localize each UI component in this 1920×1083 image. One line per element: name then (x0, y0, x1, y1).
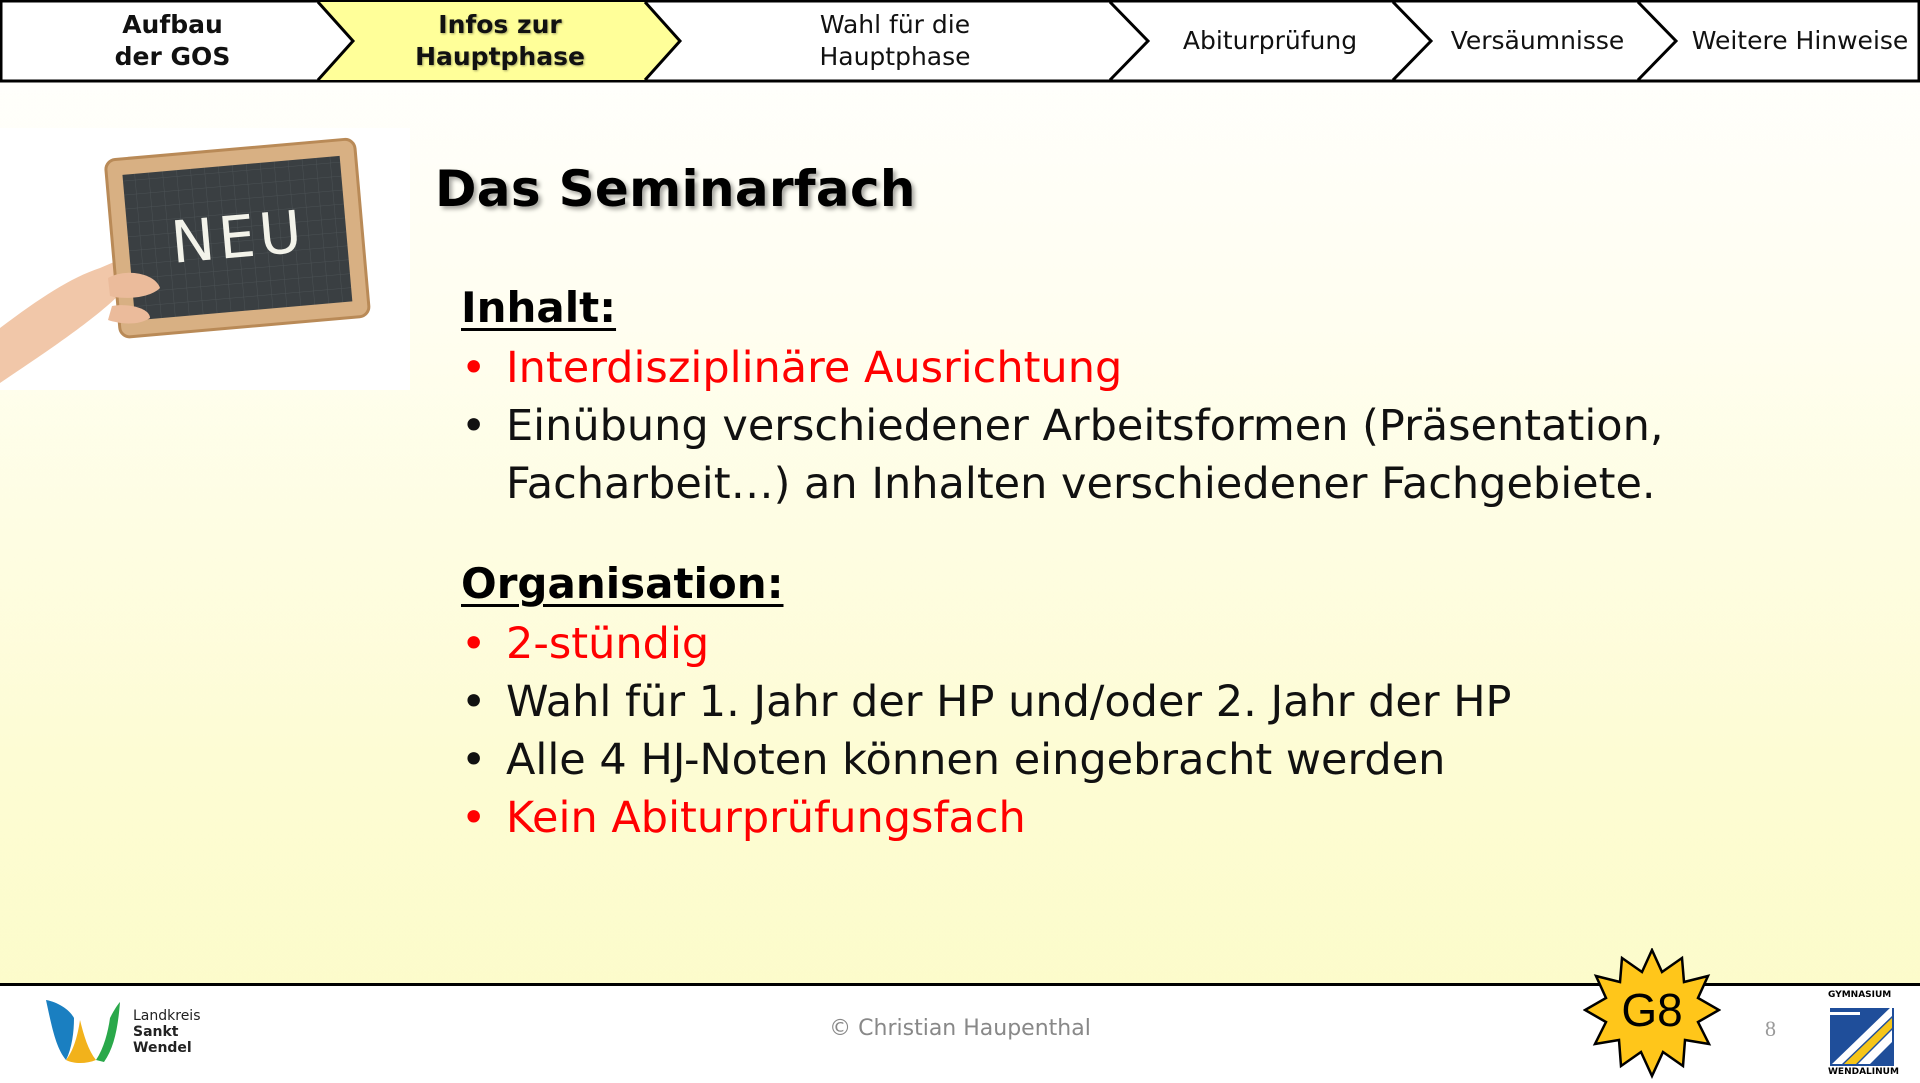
bullet-item (461, 339, 1721, 397)
slide-title: Das Seminarfach (435, 160, 916, 218)
nav-item-aufbau[interactable]: Aufbau der GOS (114, 10, 231, 71)
organisation-bullet-list (461, 615, 1721, 847)
logo-line-1: Landkreis (133, 1008, 201, 1024)
bullet-text: Einübung verschiedener Arbeitsformen (Präsentation, Facharbeit…) an Inhalten verschiedener Fachgebiete. (506, 401, 1664, 509)
section-heading-organisation: Organisation: (461, 559, 784, 608)
bullet-dot: • (461, 793, 487, 843)
bullet-item (461, 673, 1721, 731)
bullet-item (461, 397, 1721, 513)
page-number: 8 (1765, 1016, 1776, 1041)
gymnasium-logo-bottom-text: WENDALINUM (1828, 1067, 1899, 1077)
bullet-text: Interdisziplinäre Ausrichtung (506, 343, 1123, 393)
svg-text:NEU: NEU (168, 197, 309, 277)
bullet-item (461, 789, 1721, 847)
bullet-dot: • (461, 401, 487, 451)
bullet-dot: • (461, 343, 487, 393)
nav-item-weitere-hinweise[interactable]: Weitere Hinweise (1691, 26, 1909, 55)
bullet-dot: • (461, 735, 487, 785)
bullet-dot: • (461, 677, 487, 727)
copyright-text: © Christian Haupenthal (829, 1016, 1091, 1041)
bullet-item (461, 731, 1721, 789)
inhalt-bullet-list (461, 339, 1721, 513)
logo-line-2: Sankt (133, 1024, 179, 1040)
g8-starburst-badge (1583, 948, 1721, 1080)
neu-chalkboard-image (0, 128, 410, 390)
top-navigation (0, 0, 1920, 84)
nav-item-abiturpruefung[interactable]: Abiturprüfung (1182, 26, 1358, 55)
gymnasium-logo-top-text: GYMNASIUM (1828, 990, 1892, 1000)
bullet-text: Kein Abiturprüfungsfach (506, 793, 1026, 843)
bullet-text: Wahl für 1. Jahr der HP und/oder 2. Jahr der HP (506, 677, 1512, 727)
wendalinum-logo-icon (1830, 1002, 1894, 1066)
bullet-text: 2-stündig (506, 619, 710, 669)
bullet-item (461, 615, 1721, 673)
g8-label: G8 (1621, 984, 1683, 1036)
bullet-text: Alle 4 HJ-Noten können eingebracht werden (506, 735, 1446, 785)
section-heading-inhalt: Inhalt: (461, 283, 617, 332)
nav-item-versaeumnisse[interactable]: Versäumnisse (1450, 26, 1625, 55)
bullet-dot: • (461, 619, 487, 669)
nav-item-wahl[interactable]: Wahl für die Hauptphase (819, 10, 971, 71)
nav-item-infos-hauptphase[interactable]: Infos zur Hauptphase (415, 10, 585, 71)
logo-line-3: Wendel (133, 1040, 192, 1056)
